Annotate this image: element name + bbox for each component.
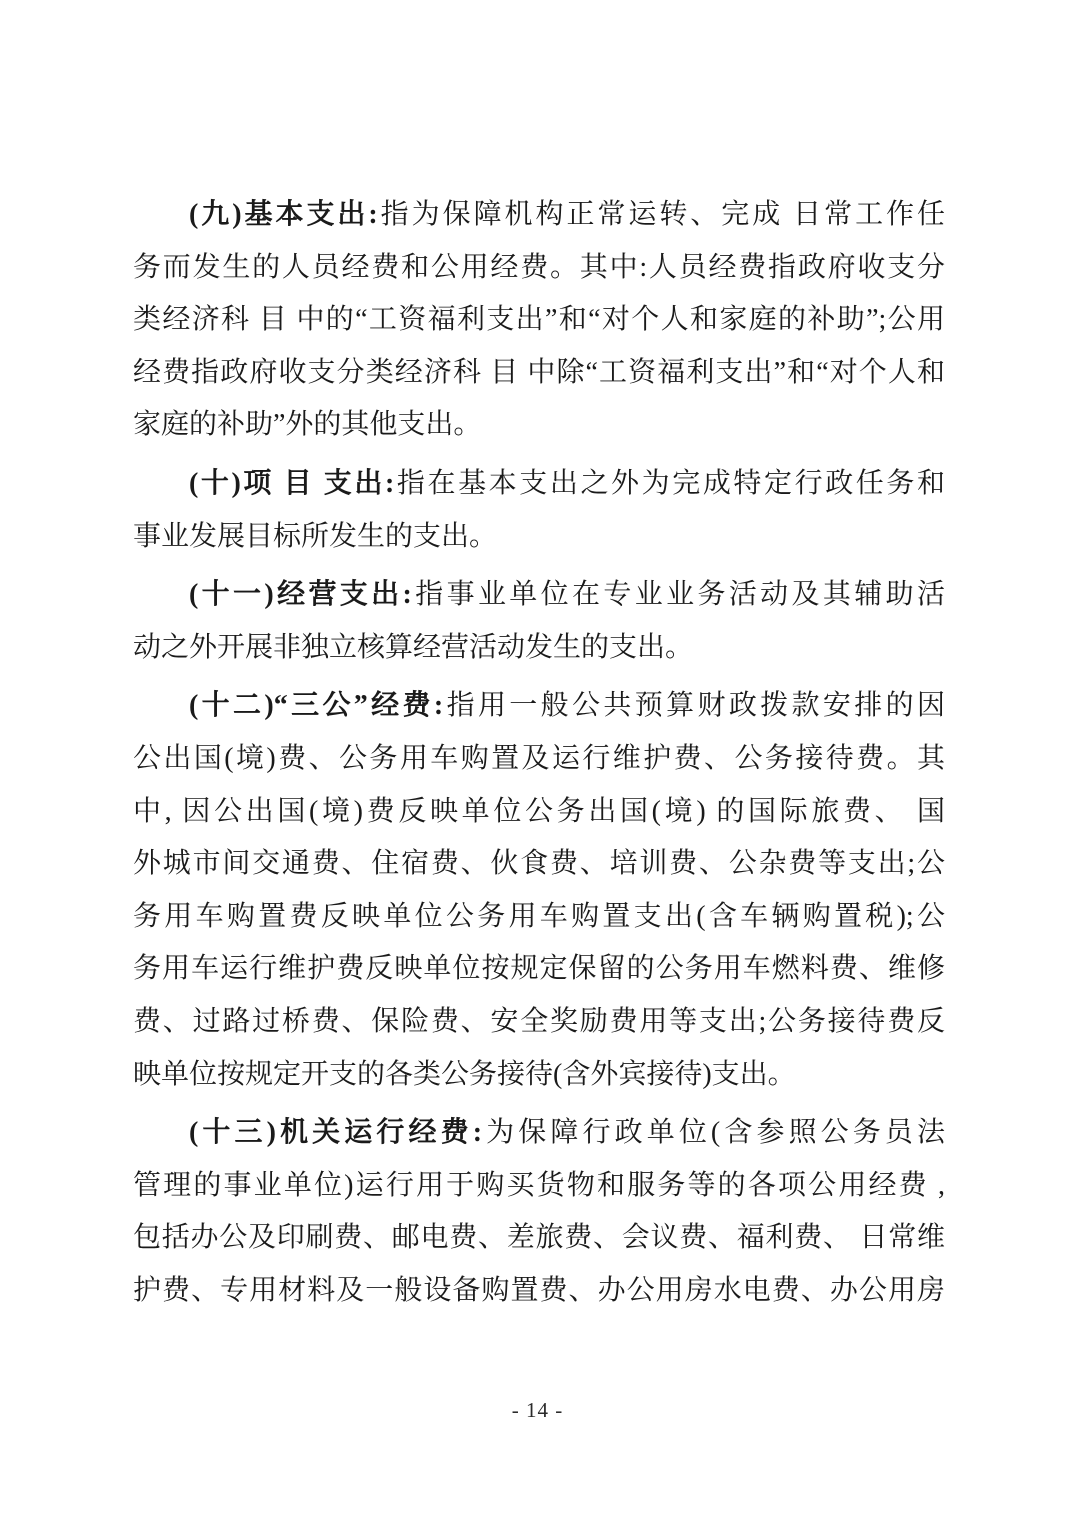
text-line: [133, 458, 945, 511]
paragraph-lead-text: 指用一般公共预算财政拨款安排的因: [443, 690, 945, 722]
text-line: 包括办公及印刷费、邮电费、差旅费、会议费、福利费、 日常维: [133, 1222, 945, 1254]
text-line: 映单位按规定开支的各类公务接待(含外宾接待)支出。: [133, 1058, 796, 1090]
text-line: [133, 680, 945, 733]
paragraph-header: (十一)经营支出:: [189, 579, 412, 611]
paragraph-10-project-expenditure: [133, 458, 945, 563]
body-text: [133, 189, 945, 1317]
text-line: 动之外开展非独立核算经营活动发生的支出。: [133, 631, 694, 663]
paragraph-12-three-public-funds: [133, 680, 945, 1101]
text-line: 务而发生的人员经费和公用经费。其中:人员经费指政府收支分: [133, 251, 945, 283]
text-line: 务用车购置费反映单位公务用车购置支出(含车辆购置税);公: [133, 900, 945, 932]
text-line: [133, 569, 945, 622]
text-line: 务用车运行维护费反映单位按规定保留的公务用车燃料费、维修: [133, 953, 945, 985]
text-line: 公出国(境)费、公务用车购置及运行维护费、公务接待费。其: [133, 742, 945, 774]
text-line: 中, 因公出国(境)费反映单位公务出国(境) 的国际旅费、 国: [133, 795, 945, 827]
paragraph-lead-text: 指事业单位在专业业务活动及其辅助活: [411, 579, 945, 611]
text-line: 事业发展目标所发生的支出。: [133, 520, 498, 552]
text-line: 护费、专用材料及一般设备购置费、办公用房水电费、办公用房: [133, 1274, 945, 1306]
text-line: 费、过路过桥费、保险费、安全奖励费用等支出;公务接待费反: [133, 1005, 945, 1037]
text-line: 家庭的补助”外的其他支出。: [133, 409, 482, 441]
paragraph-13-agency-operating-funds: [133, 1107, 945, 1317]
paragraph-header: (十二)“三公”经费:: [189, 690, 444, 722]
text-line: 经费指政府收支分类经济科 目 中除“工资福利支出”和“对个人和: [133, 356, 945, 388]
text-line: 外城市间交通费、住宿费、伙食费、培训费、公杂费等支出;公: [133, 848, 945, 880]
text-line: [133, 1107, 945, 1160]
text-line: 管理的事业单位)运行用于购买货物和服务等的各项公用经费 ,: [133, 1169, 945, 1201]
paragraph-lead-text: 指为保障机构正常运转、完成 日常工作任: [377, 199, 945, 230]
paragraph-header: (十)项 目 支出:: [189, 467, 395, 499]
paragraph-9-basic-expenditure: [133, 189, 945, 452]
text-line: 类经济科 目 中的“工资福利支出”和“对个人和家庭的补助”;公用: [133, 304, 945, 336]
text-line: [133, 189, 945, 242]
paragraph-header: (十三)机关运行经费:: [189, 1117, 483, 1149]
paragraph-lead-text: 为保障行政单位(含参照公务员法: [482, 1117, 946, 1149]
paragraph-11-operating-expenditure: [133, 569, 945, 674]
paragraph-lead-text: 指在基本支出之外为完成特定行政任务和: [394, 467, 945, 499]
page-number: - 14 -: [511, 1398, 564, 1422]
paragraph-header: (九)基本支出:: [189, 199, 378, 230]
